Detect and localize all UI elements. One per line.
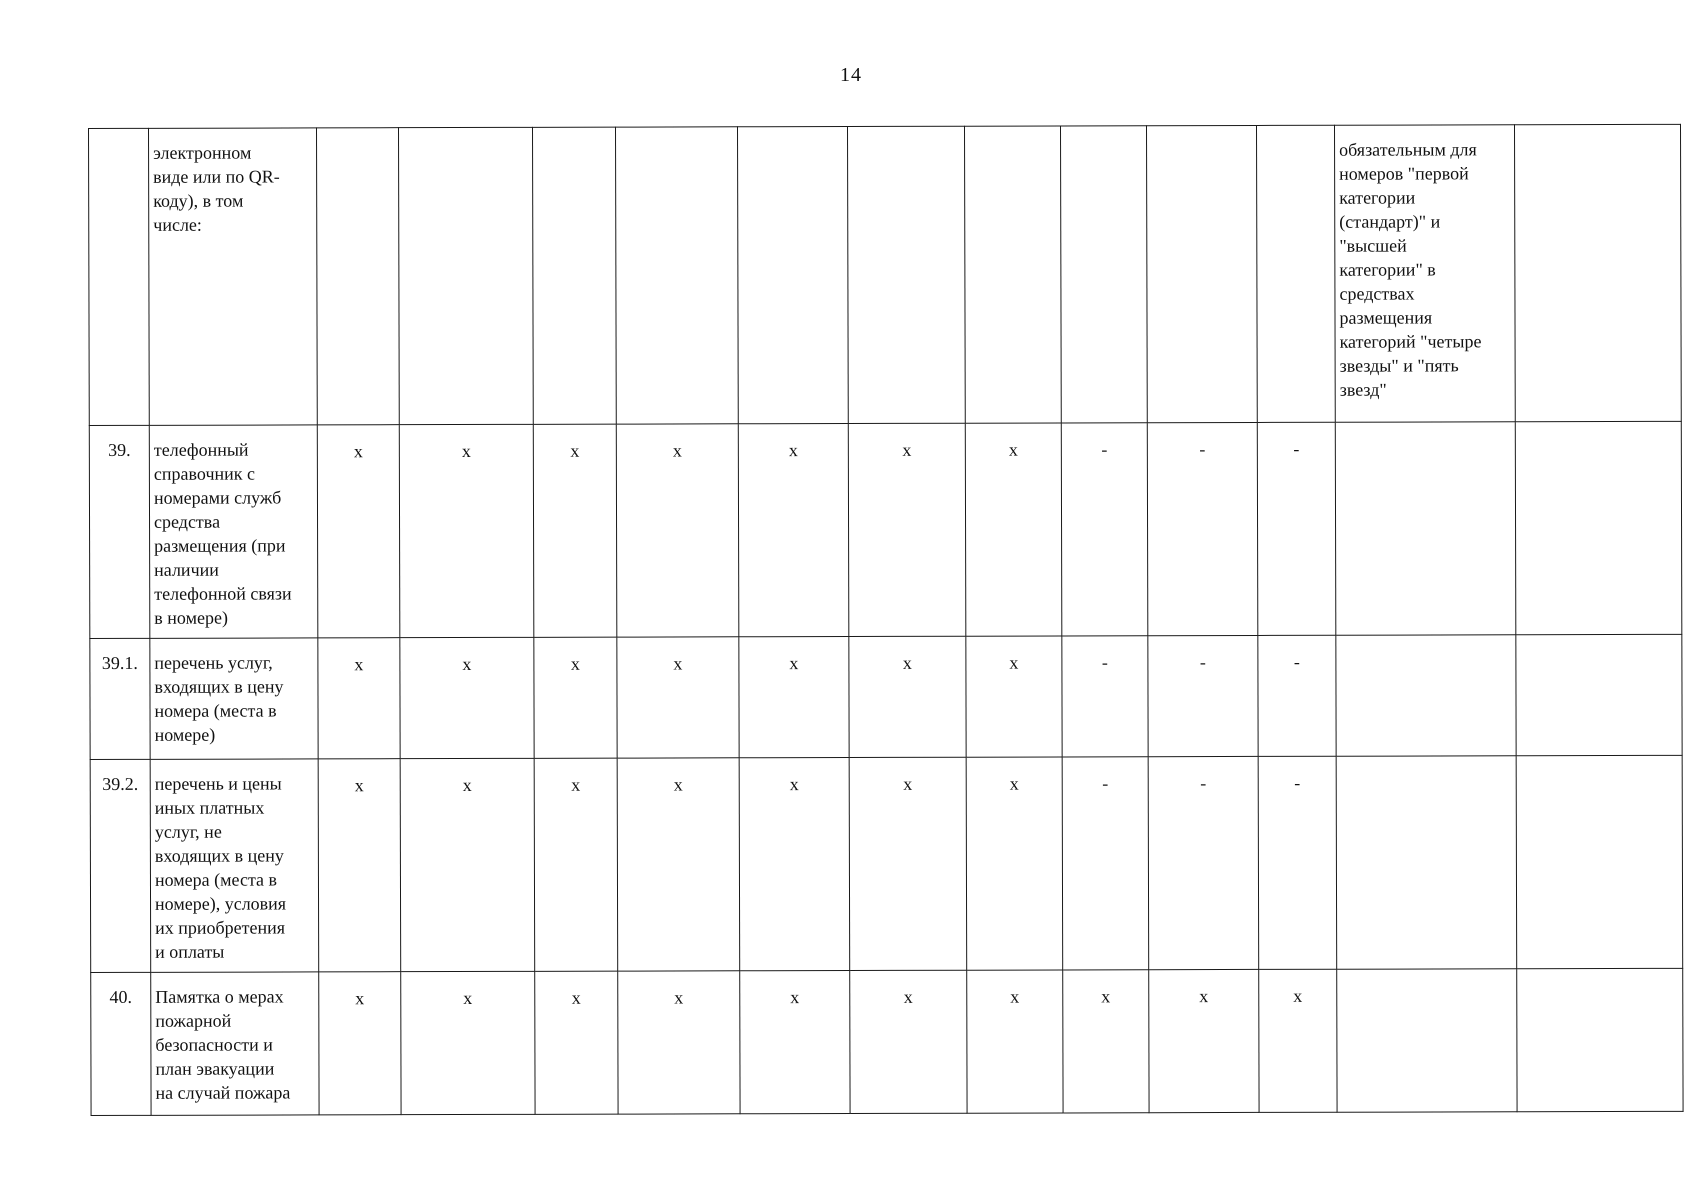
mark-cell: - — [1147, 422, 1258, 635]
extra-cell — [1516, 755, 1683, 968]
mark-cell: x — [318, 759, 401, 972]
mark-cell — [615, 127, 738, 424]
mark-cell: - — [1062, 757, 1149, 970]
mark-cell: x — [400, 758, 535, 971]
row-number: 39.2. — [90, 759, 151, 972]
mark-cell: x — [966, 757, 1063, 970]
mark-cell: x — [401, 971, 535, 1114]
row-description — [150, 759, 319, 972]
extra-cell — [1516, 634, 1682, 755]
mark-cell: - — [1258, 756, 1337, 969]
mark-cell: x — [739, 758, 850, 971]
note-cell — [1336, 756, 1517, 969]
row-number — [89, 128, 150, 425]
table-row — [89, 421, 1682, 638]
row-description — [149, 128, 318, 425]
mark-cell — [964, 126, 1061, 423]
row-description — [149, 425, 318, 638]
mark-cell — [317, 128, 400, 425]
mark-cell: - — [1258, 635, 1336, 756]
mark-cell: x — [849, 636, 966, 757]
mark-cell: x — [617, 758, 740, 971]
row-number: 39. — [89, 425, 150, 638]
mark-cell: x — [399, 424, 534, 637]
row-number: 40. — [91, 972, 151, 1115]
mark-cell: x — [1149, 969, 1259, 1112]
mark-cell: x — [740, 971, 850, 1114]
row-number: 39.1. — [90, 638, 150, 759]
table-row — [89, 124, 1682, 425]
criteria-table — [88, 124, 1684, 1116]
mark-cell: x — [1063, 970, 1149, 1113]
mark-cell: x — [965, 423, 1062, 636]
description-text: телефонный справочник с номерами служб средства размещения (при наличии телефонной связи в номере) — [153, 439, 292, 628]
mark-cell: x — [739, 637, 849, 758]
mark-cell: x — [848, 423, 966, 636]
mark-cell — [399, 127, 534, 424]
mark-cell: x — [534, 758, 618, 971]
mark-cell: - — [1062, 636, 1148, 757]
extra-cell — [1517, 968, 1683, 1111]
mark-cell: x — [618, 971, 740, 1114]
mark-cell: x — [1259, 969, 1337, 1112]
row-description — [151, 972, 319, 1115]
mark-cell — [1060, 126, 1147, 423]
mark-cell: x — [318, 638, 400, 759]
row-description — [150, 638, 318, 759]
note-cell — [1335, 422, 1516, 635]
page-number: 14 — [840, 64, 862, 86]
description-text: Памятка о мерах пожарной безопасности и план эвакуации на случай пожара — [155, 986, 291, 1103]
mark-cell: x — [534, 637, 617, 758]
extra-cell — [1515, 421, 1682, 634]
mark-cell — [737, 127, 848, 424]
mark-cell — [847, 126, 965, 423]
mark-cell: - — [1257, 422, 1336, 635]
note-cell — [1334, 125, 1515, 422]
table-row — [91, 968, 1683, 1115]
mark-cell: x — [850, 970, 967, 1113]
mark-cell: - — [1148, 756, 1259, 969]
mark-cell: x — [738, 424, 849, 637]
note-cell — [1336, 635, 1516, 756]
mark-cell: x — [616, 424, 739, 637]
mark-cell: x — [319, 972, 401, 1115]
extra-cell — [1514, 124, 1681, 421]
mark-cell: - — [1061, 423, 1148, 636]
mark-cell: - — [1148, 635, 1258, 756]
note-text: обязательным для номеров "первой категории (стандарт)" и "высшей категории" в средствах размещения категорий "четыре звезды" и "пять звезд" — [1339, 139, 1482, 400]
mark-cell: x — [535, 971, 618, 1114]
note-cell — [1337, 969, 1517, 1112]
table-row — [90, 634, 1682, 759]
table-row — [90, 755, 1683, 972]
description-text: электронном виде или по QR- коду), в том числе: — [153, 142, 280, 235]
mark-cell: x — [617, 637, 739, 758]
description-text: перечень услуг, входящих в цену номера (места в номере) — [154, 652, 284, 745]
description-text: перечень и цены иных платных услуг, не входящих в цену номера (места в номере), условия их приобретения и оплаты — [154, 773, 287, 962]
mark-cell — [1146, 125, 1257, 422]
mark-cell: x — [967, 970, 1063, 1113]
mark-cell: x — [966, 636, 1062, 757]
mark-cell: x — [317, 425, 400, 638]
mark-cell: x — [400, 637, 534, 758]
mark-cell: x — [533, 424, 617, 637]
mark-cell — [1256, 125, 1335, 422]
mark-cell: x — [849, 757, 967, 970]
mark-cell — [532, 127, 616, 424]
